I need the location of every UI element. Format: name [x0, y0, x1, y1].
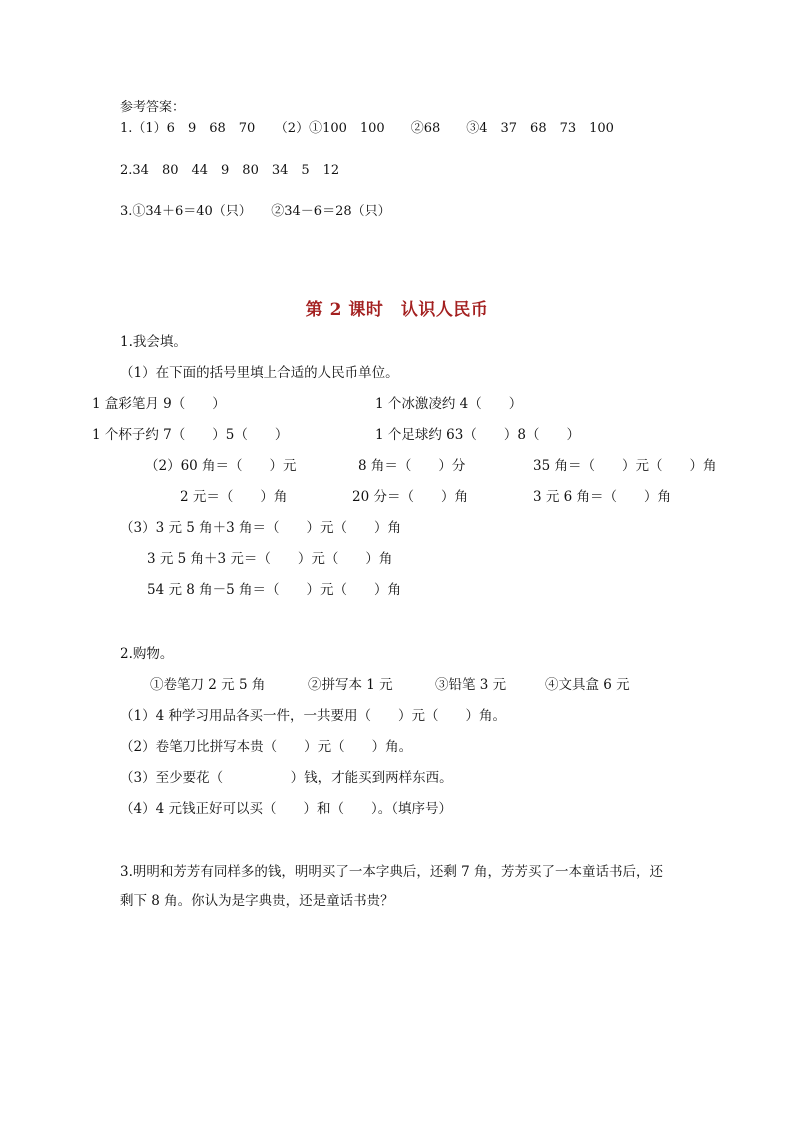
answers-heading: 参考答案： — [120, 100, 186, 115]
q1-row2-left: 1 个杯子约 7（ ）5（ ） — [92, 427, 289, 443]
q1-part2-c: 35 角＝（ ）元（ ）角 — [533, 458, 717, 474]
q3-line-1: 3.明明和芳芳有同样多的钱，明明买了一本字典后，还剩 7 角，芳芳买了一本童话书后，还 — [120, 864, 664, 880]
answers-line-3: 3.①34＋6＝40（只） ②34－6＝28（只） — [120, 204, 391, 219]
q2-item-4: ④文具盒 6 元 — [545, 677, 630, 693]
q1-row2-right: 1 个足球约 63（ ）8（ ） — [375, 427, 580, 443]
q1-part2-e: 20 分＝（ ）角 — [352, 489, 468, 505]
answers-line-2: 2.34 80 44 9 80 34 5 12 — [120, 163, 340, 178]
q1-part3-c: 54 元 8 角－5 角＝（ ）元（ ）角 — [147, 582, 402, 598]
q1-part3-b: 3 元 5 角＋3 元＝（ ）元（ ）角 — [147, 551, 393, 567]
q1-part2-a: （2）60 角＝（ ）元 — [145, 458, 297, 474]
lesson-title: 第 2 课时 认识人民币 — [305, 300, 489, 320]
q1-row1-left: 1 盒彩笔月 9（ ） — [92, 396, 226, 412]
q1-part2-f: 3 元 6 角＝（ ）角 — [533, 489, 672, 505]
q2-sub-4: （4）4 元钱正好可以买（ ）和（ ）。（填序号） — [120, 801, 452, 817]
q2-item-3: ③铅笔 3 元 — [435, 677, 507, 693]
q3-line-2: 剩下 8 角。你认为是字典贵，还是童话书贵？ — [120, 893, 394, 909]
q2-heading: 2.购物。 — [120, 646, 174, 662]
q1-part2-b: 8 角＝（ ）分 — [358, 458, 466, 474]
q2-item-1: ①卷笔刀 2 元 5 角 — [150, 677, 266, 693]
q2-sub-2: （2）卷笔刀比拼写本贵（ ）元（ ）角。 — [120, 739, 413, 755]
q1-heading: 1.我会填。 — [120, 334, 187, 350]
q1-part3-a: （3）3 元 5 角＋3 角＝（ ）元（ ）角 — [120, 520, 402, 536]
q2-sub-1: （1）4 种学习用品各买一件，一共要用（ ）元（ ）角。 — [120, 708, 506, 724]
q2-sub-3: （3）至少要花（ ）钱，才能买到两样东西。 — [120, 770, 453, 786]
q1-row1-right: 1 个冰激凌约 4（ ） — [375, 396, 523, 412]
q2-item-2: ②拼写本 1 元 — [308, 677, 393, 693]
q1-part2-d: 2 元＝（ ）角 — [180, 489, 288, 505]
q1-part1-prompt: （1）在下面的括号里填上合适的人民币单位。 — [120, 365, 399, 381]
answers-line-1: 1.（1）6 9 68 70 （2）①100 100 ②68 ③4 37 68 73 100 — [120, 121, 614, 136]
